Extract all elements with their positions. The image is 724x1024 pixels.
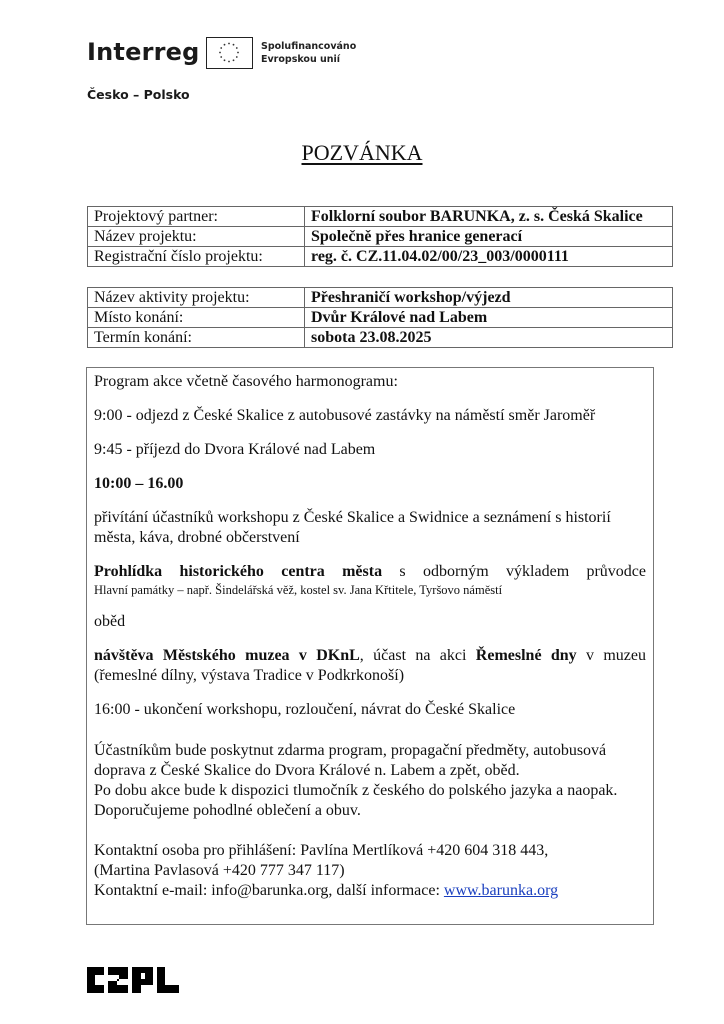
row-value: Folklorní soubor BARUNKA, z. s. Česká Skalice	[305, 207, 673, 227]
program-info-3: Doporučujeme pohodlné oblečení a obuv.	[94, 802, 361, 819]
eu-star-icon	[219, 52, 221, 54]
table-row	[88, 288, 673, 308]
contact-person: Kontaktní osoba pro přihlášení: Pavlína Mertlíková +420 604 318 443,	[94, 842, 549, 859]
eu-star-icon	[233, 44, 235, 46]
row-label: Název aktivity projektu:	[88, 288, 305, 308]
museum-event: Řemeslné dny	[475, 647, 577, 664]
table-row	[88, 328, 673, 348]
logo-letter-z	[108, 967, 128, 993]
eu-star-icon	[237, 52, 239, 54]
row-label: Projektový partner:	[88, 207, 305, 227]
cofunded-line-1: Spolufinancováno	[261, 41, 357, 52]
program-departure: 9:00 - odjezd z České Skalice z autobusové zastávky na náměstí směr Jaroměř	[94, 407, 596, 424]
eu-star-icon	[228, 43, 230, 45]
museum-title: návštěva Městského muzea v DKnL	[94, 647, 360, 664]
row-value: sobota 23.08.2025	[305, 328, 673, 348]
program-museum	[94, 646, 646, 666]
row-label: Registrační číslo projektu:	[88, 247, 305, 267]
row-label: Název projektu:	[88, 227, 305, 247]
row-label: Termín konání:	[88, 328, 305, 348]
eu-star-icon	[233, 59, 235, 61]
table-row	[88, 207, 673, 227]
row-value: Dvůr Králové nad Labem	[305, 308, 673, 328]
eu-star-icon	[220, 56, 222, 58]
time-block-text: 10:00 – 16.00	[94, 475, 184, 492]
cofunded-line-2: Evropskou unií	[261, 54, 341, 65]
czpl-logo	[87, 965, 179, 1000]
interreg-logo: Interreg	[87, 38, 200, 66]
logo-letter-p	[132, 967, 153, 993]
eu-star-icon	[228, 61, 230, 63]
table-row	[88, 308, 673, 328]
eu-flag-icon	[206, 37, 253, 69]
program-box	[86, 367, 654, 925]
museum-mid: , účast na akci	[359, 647, 476, 664]
cofunded-label	[261, 40, 356, 66]
row-value: reg. č. CZ.11.04.02/00/23_003/0000111	[305, 247, 673, 267]
eu-star-icon	[220, 47, 222, 49]
eu-star-icon	[236, 47, 238, 49]
program-museum-detail: (řemeslné dílny, výstava Tradice v Podkrkonoší)	[94, 667, 405, 684]
eu-stars-icon	[207, 38, 251, 67]
program-end: 16:00 - ukončení workshopu, rozloučení, návrat do České Skalice	[94, 701, 516, 718]
program-heading: Program akce včetně časového harmonogramu:	[94, 373, 398, 390]
program-lunch: oběd	[94, 613, 126, 630]
program-tour-sights: Hlavní památky – např. Šindelářská věž, kostel sv. Jana Křtitele, Tyršovo náměstí	[94, 583, 503, 597]
contact-alt: (Martina Pavlasová +420 777 347 117)	[94, 862, 345, 879]
row-value: Přeshraničí workshop/výjezd	[305, 288, 673, 308]
activity-info-table	[87, 287, 673, 348]
project-info-table	[87, 206, 673, 267]
row-value: Společně přes hranice generací	[305, 227, 673, 247]
tour-desc: s odborným výkladem průvodce	[382, 563, 646, 580]
logo-letter-c	[87, 967, 104, 993]
page-title: POZVÁNKA	[301, 140, 423, 165]
eu-star-icon	[224, 44, 226, 46]
contact-email: Kontaktní e-mail: info@barunka.org, další informace:	[94, 882, 444, 899]
program-region: Česko – Polsko	[87, 87, 190, 102]
tour-title: Prohlídka historického centra města	[94, 563, 383, 580]
table-row	[88, 227, 673, 247]
museum-end: v muzeu	[576, 647, 647, 664]
eu-star-icon	[236, 56, 238, 58]
program-time-block	[94, 474, 646, 494]
row-label: Místo konání:	[88, 308, 305, 328]
program-info-2: Po dobu akce bude k dispozici tlumočník z českého do polského jazyka a naopak.	[94, 782, 618, 799]
program-welcome: přivítání účastníků workshopu z České Skalice a Swidnice a seznámení s historií města, káva, drobné občerstvení	[94, 509, 611, 546]
program-tour	[94, 562, 646, 582]
website-link[interactable]: www.barunka.org	[443, 882, 559, 899]
eu-star-icon	[224, 59, 226, 61]
logo-letter-l	[157, 967, 179, 993]
contact-email-line	[94, 881, 646, 901]
table-row	[88, 247, 673, 267]
czpl-logo-icon	[87, 965, 179, 995]
program-arrival: 9:45 - příjezd do Dvora Králové nad Labem	[94, 441, 376, 458]
program-info-1: Účastníkům bude poskytnut zdarma program, propagační předměty, autobusová doprava z České Skalice do Dvora Králové n. Labem a zpět, oběd.	[94, 742, 607, 779]
